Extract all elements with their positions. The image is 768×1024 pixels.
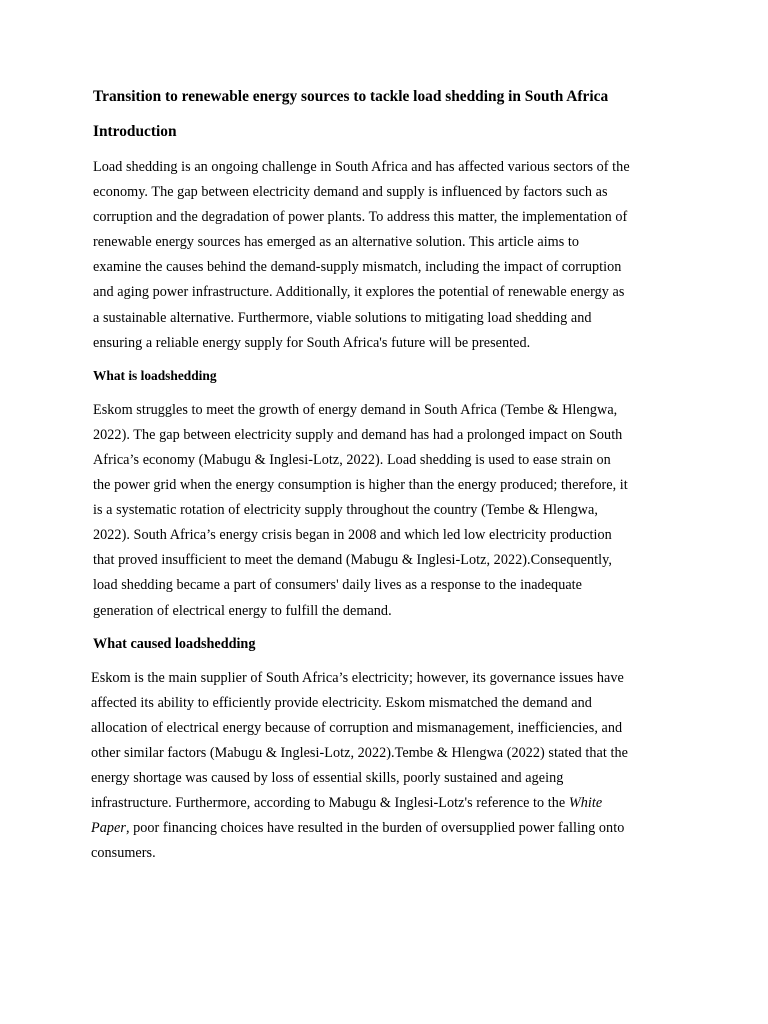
section-heading-introduction: Introduction bbox=[93, 123, 177, 140]
italic-citation-white: White bbox=[568, 795, 603, 812]
text-line: Africa’s economy (Mabugu & Inglesi-Lotz, 2022). Load shedding is used to ease strain on bbox=[93, 451, 611, 468]
text-line: corruption and the degradation of power plants. To address this matter, the implementation of bbox=[93, 209, 628, 226]
text-line: that proved insufficient to meet the demand (Mabugu & Inglesi-Lotz, 2022).Consequently, bbox=[93, 552, 612, 569]
text-line: Eskom struggles to meet the growth of energy demand in South Africa (Tembe & Hlengwa, bbox=[93, 401, 618, 418]
document-title: Transition to renewable energy sources to tackle load shedding in South Africa bbox=[93, 88, 609, 105]
text-line: 2022). The gap between electricity supply and demand has had a prolonged impact on South bbox=[93, 426, 623, 443]
text-line: examine the causes behind the demand-supply mismatch, including the impact of corruption bbox=[93, 259, 622, 276]
text-line: economy. The gap between electricity demand and supply is influenced by factors such as bbox=[93, 184, 608, 201]
italic-citation-paper: Paper bbox=[91, 820, 126, 837]
section-heading-what-caused-loadshedding: What caused loadshedding bbox=[93, 635, 256, 652]
text-line: the power grid when the energy consumption is higher than the energy produced; therefore, it bbox=[93, 477, 628, 494]
paragraph-what-is-loadshedding bbox=[93, 398, 677, 624]
text-line: 2022). South Africa’s energy crisis began in 2008 and which led low electricity production bbox=[93, 527, 612, 544]
paragraph-what-caused-loadshedding bbox=[91, 666, 677, 867]
text-line bbox=[91, 816, 677, 841]
text-line: ensuring a reliable energy supply for South Africa's future will be presented. bbox=[93, 334, 531, 351]
paragraph-introduction bbox=[93, 155, 677, 356]
text-line: Eskom is the main supplier of South Africa’s electricity; however, its governance issues have bbox=[91, 669, 624, 686]
text-fragment: , poor financing choices have resulted in the burden of oversupplied power falling onto bbox=[125, 820, 625, 837]
text-line: a sustainable alternative. Furthermore, viable solutions to mitigating load shedding and bbox=[93, 309, 592, 326]
document-body bbox=[93, 87, 677, 866]
text-fragment: infrastructure. Furthermore, according to Mabugu & Inglesi-Lotz's reference to the bbox=[91, 795, 569, 812]
text-line: affected its ability to efficiently provide electricity. Eskom mismatched the demand and bbox=[91, 694, 592, 711]
text-line: load shedding became a part of consumers' daily lives as a response to the inadequate bbox=[93, 577, 583, 594]
text-line: is a systematic rotation of electricity supply throughout the country (Tembe & Hlengwa, bbox=[93, 502, 598, 519]
text-line: generation of electrical energy to fulfill the demand. bbox=[93, 602, 392, 619]
section-heading-what-is-loadshedding: What is loadshedding bbox=[93, 367, 217, 383]
text-line: energy shortage was caused by loss of essential skills, poorly sustained and ageing bbox=[91, 769, 564, 786]
text-line: allocation of electrical energy because of corruption and mismanagement, inefficiencies, and bbox=[91, 719, 623, 736]
text-line: consumers. bbox=[91, 845, 156, 862]
text-line: Load shedding is an ongoing challenge in South Africa and has affected various sectors of the bbox=[93, 159, 630, 175]
text-line: and aging power infrastructure. Additionally, it explores the potential of renewable energy as bbox=[93, 284, 625, 301]
text-line: renewable energy sources has emerged as an alternative solution. This article aims to bbox=[93, 234, 580, 251]
text-line: other similar factors (Mabugu & Inglesi-Lotz, 2022).Tembe & Hlengwa (2022) stated that the bbox=[91, 744, 628, 761]
text-line bbox=[91, 791, 677, 816]
